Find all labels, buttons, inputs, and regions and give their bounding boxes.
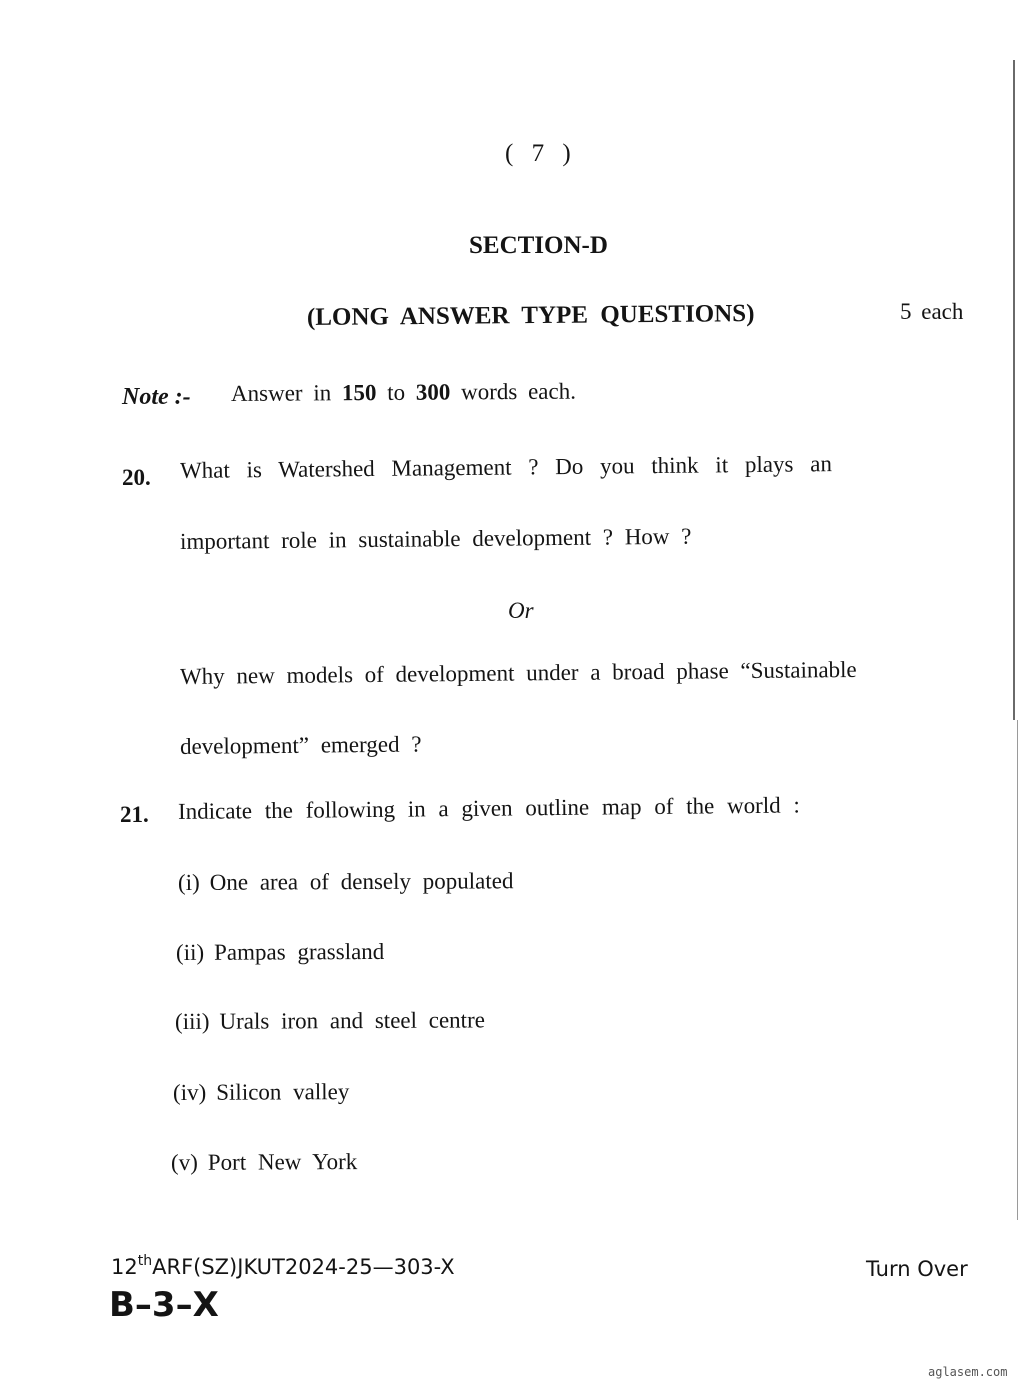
- note-text-post: words each.: [460, 378, 577, 405]
- note-text: [231, 379, 576, 407]
- item-text: Silicon valley: [216, 1079, 350, 1105]
- turn-over-label: Turn Over: [866, 1257, 968, 1281]
- scan-edge-line: [1013, 60, 1015, 720]
- question-21-item: [176, 939, 384, 966]
- question-21-item: [171, 1149, 357, 1176]
- question-21-number: 21.: [120, 802, 149, 827]
- watermark: aglasem.com: [928, 1365, 1008, 1379]
- question-20-number: 20.: [122, 465, 151, 490]
- question-21-line-1: Indicate the following in a given outline map of the world :: [177, 792, 800, 824]
- item-label: (iv): [172, 1079, 207, 1105]
- item-text: One area of densely populated: [209, 868, 514, 895]
- note-text-mid: to: [387, 379, 406, 405]
- question-20-line-1: What is Watershed Management ? Do you think it plays an: [179, 451, 833, 483]
- note-max-words: 300: [415, 379, 451, 405]
- question-20-alternative-line-2: development” emerged ?: [179, 731, 422, 759]
- question-21-item: [178, 868, 514, 896]
- item-label: (v): [170, 1149, 198, 1175]
- question-21-item: [173, 1079, 349, 1106]
- question-20-or: Or: [508, 598, 534, 623]
- paper-code-rest: ARF(SZ)JKUT2024-25—303-X: [152, 1255, 455, 1279]
- paper-set: B–3–X: [109, 1285, 219, 1325]
- note-min-words: 150: [341, 379, 377, 406]
- page-number: ( 7 ): [505, 140, 577, 167]
- paper-code-sup: th: [137, 1253, 153, 1269]
- marks-each: 5 each: [900, 299, 964, 324]
- item-text: Pampas grassland: [214, 938, 385, 965]
- item-label: (ii): [175, 939, 205, 965]
- paper-code-prefix: 12: [111, 1255, 138, 1279]
- paper-code: [111, 1253, 455, 1279]
- question-20-alternative-line-1: Why new models of development under a broad phase “Sustainable: [179, 656, 857, 689]
- item-label: (i): [177, 869, 200, 895]
- question-21-item: [175, 1007, 485, 1035]
- section-subtitle: (LONG ANSWER TYPE QUESTIONS): [306, 300, 755, 331]
- note-text-pre: Answer in: [230, 380, 332, 406]
- scan-edge-line-lower: [1017, 720, 1018, 1220]
- question-20-line-2: important role in sustainable development ? How ?: [179, 523, 692, 554]
- section-title: SECTION-D: [469, 232, 608, 259]
- note-label: Note :-: [122, 384, 191, 410]
- item-label: (iii): [174, 1008, 210, 1034]
- item-text: Urals iron and steel centre: [219, 1007, 485, 1034]
- item-text: Port New York: [207, 1149, 358, 1175]
